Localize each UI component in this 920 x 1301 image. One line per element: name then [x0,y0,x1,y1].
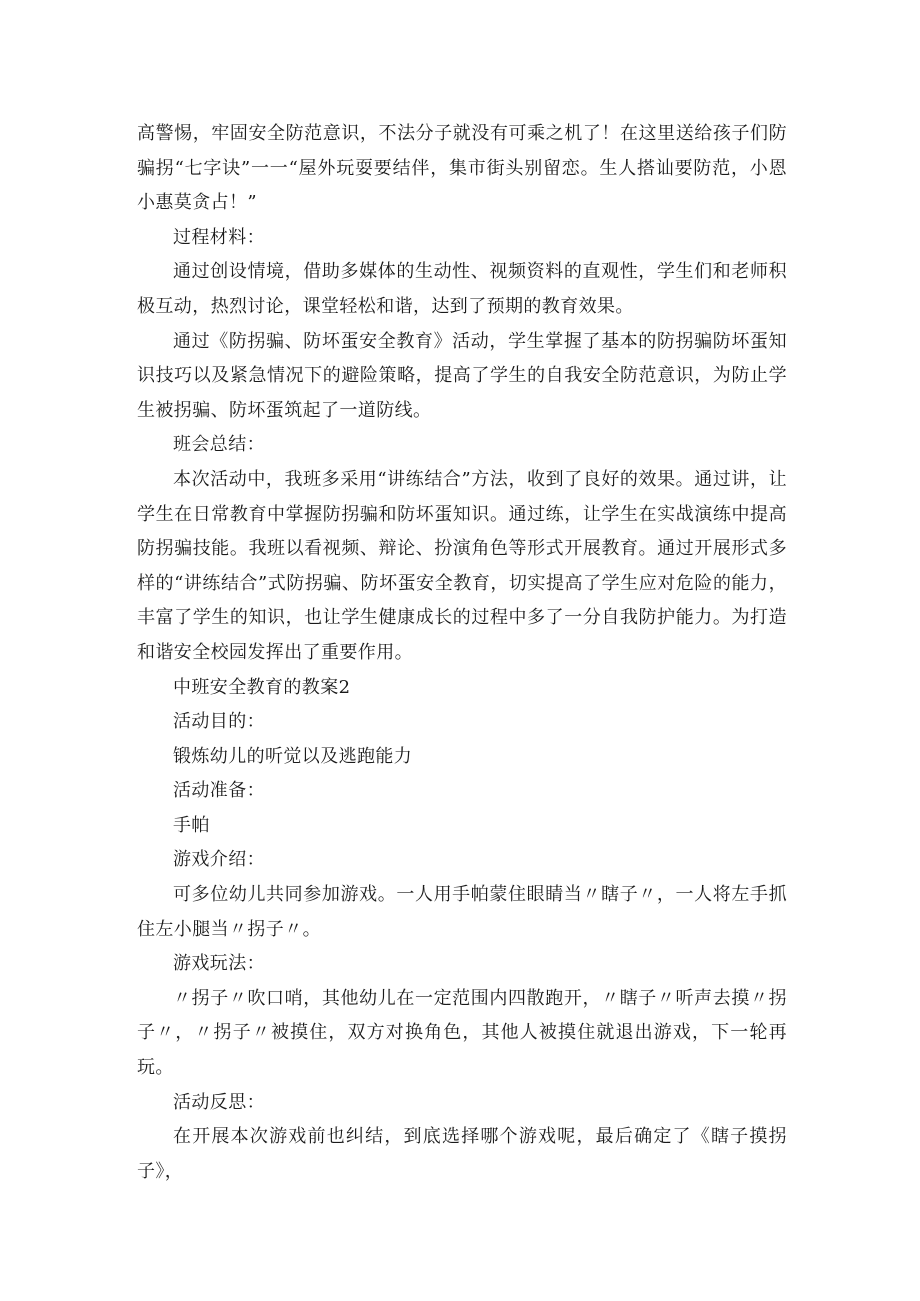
paragraph-process-2: 通过《防拐骗、防坏蛋安全教育》活动，学生掌握了基本的防拐骗防坏蛋知识技巧以及紧急情况下的避险策略，提高了学生的自我安全防范意识，为防止学生被拐骗、防坏蛋筑起了一道防线。 [137,330,787,421]
paragraph-class-summary: 本次活动中，我班多采用“讲练结合”方法，收到了良好的效果。通过讲，让学生在日常教育中掌握防拐骗和防坏蛋知识。通过练，让学生在实战演练中提高防拐骗技能。我班以看视频、辩论、扮演角色等形式开展教育。通过开展形式多样的“讲练结合”式防拐骗、防坏蛋安全教育，切实提高了学生应对危险的能力，丰富了学生的知识，也让学生健康成长的过程中多了一分自我防护能力。为打造和谐安全校园发挥出了重要作用。 [137,468,787,663]
heading-game-intro: 游戏介绍： [173,849,265,871]
paragraph-process-1: 通过创设情境，借助多媒体的生动性、视频资料的直观性，学生们和老师积极互动，热烈讨论，课堂轻松和谐，达到了预期的教育效果。 [137,261,787,317]
paragraph-activity-reflection: 在开展本次游戏前也纠结，到底选择哪个游戏呢，最后确定了《瞎子摸拐子》， [137,1126,787,1182]
document-body [137,117,787,1189]
paragraph-intro-continued: 高警惕，牢固安全防范意识，不法分子就没有可乘之机了！在这里送给孩子们防骗拐“七字诀”一一“屋外玩耍要结伴，集市街头别留恋。生人搭讪要防范，小恩小惠莫贪占！” [137,123,787,214]
heading-game-rules: 游戏玩法： [173,953,265,975]
paragraph-activity-preparation: 手帕 [173,814,210,836]
heading-lesson-plan-2: 中班安全教育的教案2 [173,676,351,698]
heading-activity-reflection: 活动反思： [173,1091,265,1113]
heading-activity-goal: 活动目的： [173,711,265,733]
heading-class-summary: 班会总结： [173,434,265,456]
heading-activity-preparation: 活动准备： [173,780,265,802]
paragraph-activity-goal: 锻炼幼儿的听觉以及逃跑能力 [173,745,413,767]
paragraph-game-intro: 可多位幼儿共同参加游戏。一人用手帕蒙住眼睛当〃瞎子〃，一人将左手抓住左小腿当〃拐子〃。 [137,884,787,940]
heading-process-materials: 过程材料： [173,226,265,248]
paragraph-game-rules: 〃拐子〃吹口哨，其他幼儿在一定范围内四散跑开，〃瞎子〃听声去摸〃拐子〃，〃拐子〃被摸住，双方对换角色，其他人被摸住就退出游戏，下一轮再玩。 [137,987,787,1079]
